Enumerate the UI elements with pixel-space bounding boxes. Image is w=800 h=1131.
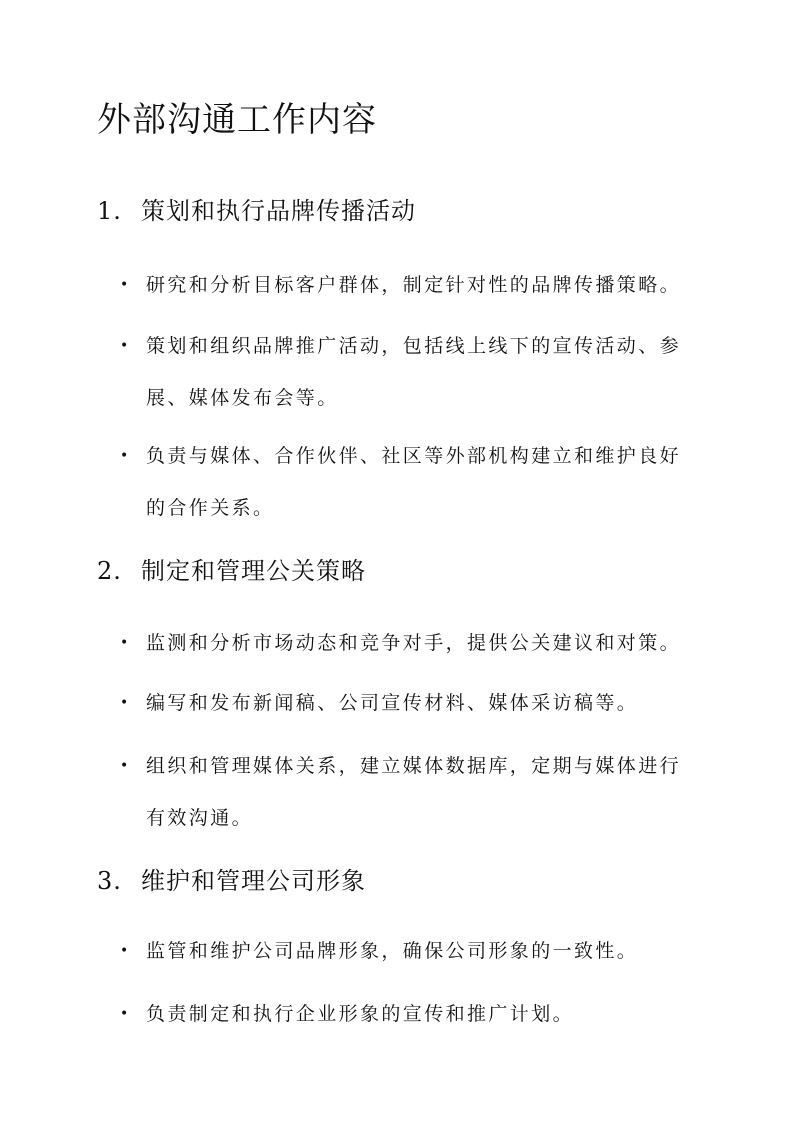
list-item-text: 负责与媒体、合作伙伴、社区等外部机构建立和维护良好的合作关系。 (146, 445, 682, 519)
bullet-icon: • (120, 338, 131, 354)
list-item (120, 988, 700, 1040)
bullet-icon: • (120, 635, 131, 651)
list-item-text: 策划和组织品牌推广活动，包括线上线下的宣传活动、参展、媒体发布会等。 (146, 335, 682, 409)
list-item-text: 编写和发布新闻稿、公司宣传材料、媒体采访稿等。 (146, 692, 639, 714)
list-item (120, 740, 700, 844)
bullet-icon: • (120, 758, 131, 774)
bullet-icon: • (120, 277, 131, 293)
bullet-icon: • (120, 1006, 131, 1022)
list-item-text: 研究和分析目标客户群体，制定针对性的品牌传播策略。 (146, 274, 682, 296)
list-item (120, 259, 700, 311)
section-heading-2 (97, 554, 366, 588)
section-title: 制定和管理公关策略 (141, 557, 366, 585)
list-item-text: 负责制定和执行企业形象的宣传和推广计划。 (146, 1003, 575, 1025)
section-title: 策划和执行品牌传播活动 (141, 197, 416, 225)
section-title: 维护和管理公司形象 (141, 867, 366, 895)
list-item-text: 监测和分析市场动态和竞争对手，提供公关建议和对策。 (146, 632, 682, 654)
list-item-text: 监管和维护公司品牌形象，确保公司形象的一致性。 (146, 940, 639, 962)
list-item (120, 320, 700, 424)
bullet-icon: • (120, 943, 131, 959)
bullet-icon: • (120, 448, 131, 464)
section-number: 1. (97, 197, 122, 225)
list-item-text: 组织和管理媒体关系，建立媒体数据库，定期与媒体进行有效沟通。 (146, 755, 682, 829)
page-title: 外部沟通工作内容 (97, 100, 377, 140)
list-item (120, 925, 700, 977)
list-item (120, 617, 700, 669)
section-heading-3 (97, 864, 366, 898)
section-number: 2. (97, 557, 122, 585)
list-item (120, 677, 700, 729)
bullet-icon: • (120, 695, 131, 711)
list-item (120, 430, 700, 534)
section-number: 3. (97, 867, 122, 895)
section-heading-1 (97, 194, 416, 228)
